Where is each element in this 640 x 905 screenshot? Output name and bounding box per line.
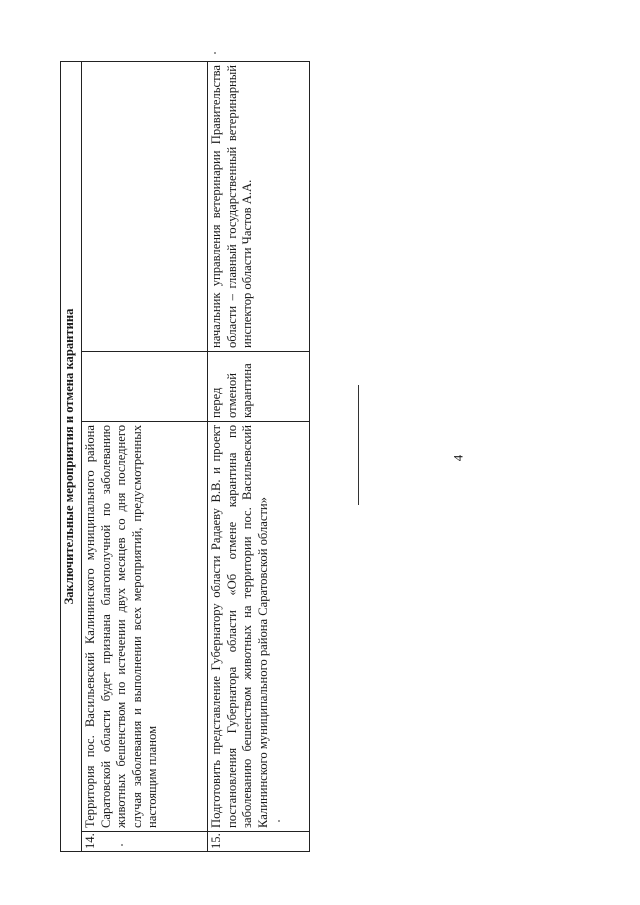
deadline-cell — [82, 352, 208, 422]
scan-speck — [121, 844, 123, 846]
section-title: Заключительные мероприятия и отмена карантина — [61, 62, 82, 852]
scan-speck — [214, 52, 216, 54]
table-row — [208, 62, 310, 852]
scan-speck — [278, 820, 280, 822]
rotated-table-frame — [60, 62, 310, 852]
page-number: 4 — [450, 454, 466, 462]
deadline-cell: перед отменой карантина — [208, 352, 310, 422]
measures-table — [60, 61, 310, 852]
responsible-cell — [82, 62, 208, 352]
responsible-cell: начальник управления ветеринарии Правительства области – главный государственный ветеринарный инспектор области Частов А.А. — [208, 62, 310, 352]
document-table-container — [60, 62, 310, 852]
section-header-row — [61, 62, 82, 852]
closing-separator-line — [358, 385, 359, 505]
row-number: 14. — [82, 832, 208, 852]
measure-text: Территория пос. Васильевский Калининского муниципального района Саратовской области будет признана благополучной по заболеванию животных бешенством по истечении двух месяцев со дня последнего случая заболевания и выполнении всех мероприятий, предусмотренных настоящим планом — [82, 422, 208, 832]
table-row — [82, 62, 208, 852]
row-number: 15. — [208, 832, 310, 852]
measure-text: Подготовить представление Губернатору области Радаеву В.В. и проект постановления Губернатора области «Об отмене карантина по заболеванию бешенством животных на территории пос. Васильевский Калининского муниципального района Саратовской области» — [208, 422, 310, 832]
